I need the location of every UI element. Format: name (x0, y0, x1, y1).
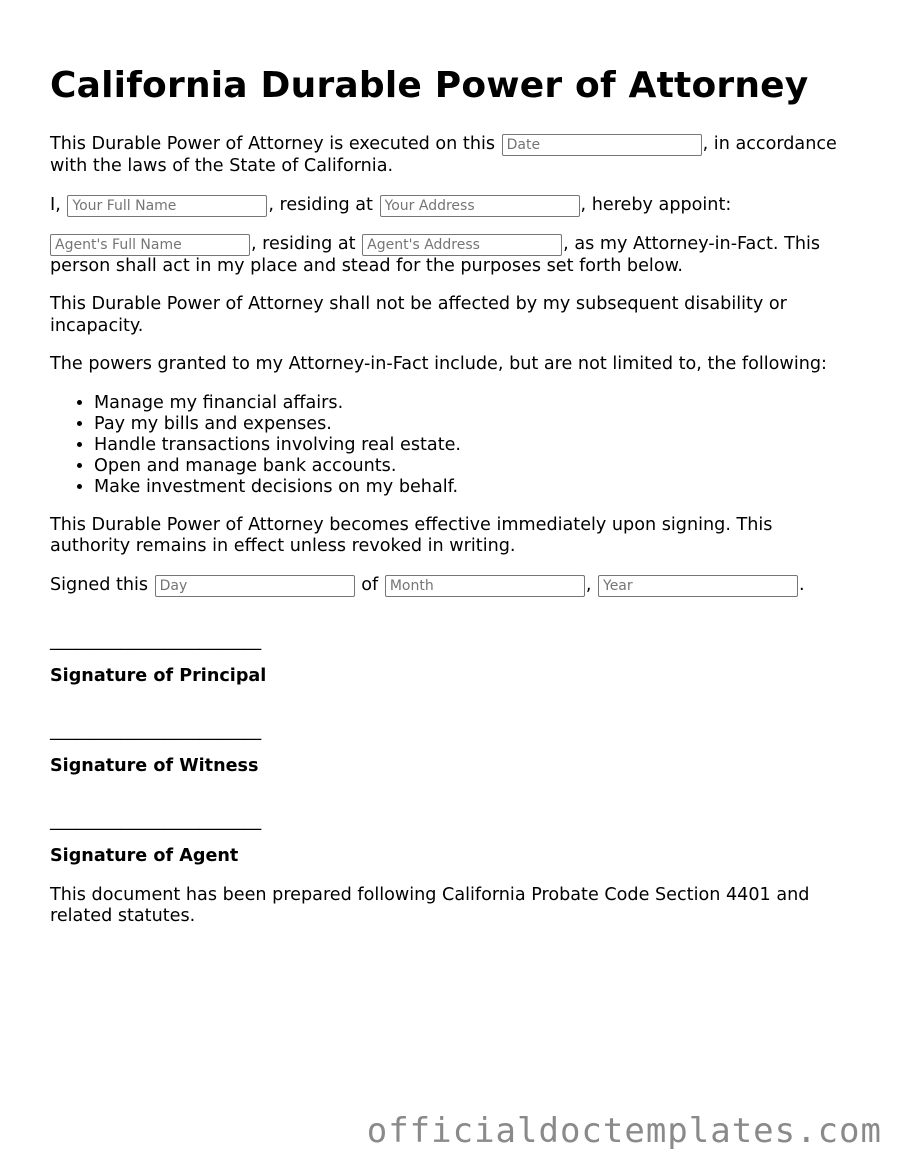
page-title: California Durable Power of Attorney (50, 65, 809, 106)
signed-year-input[interactable] (598, 575, 798, 597)
list-item: • Manage my financial affairs. (94, 393, 850, 414)
agent-paragraph: Agent's Full Name, residing at Agent's Address , as my Attorney-in-Fact. This person shall act in my place and stead for the purposes set forth below. (50, 234, 850, 278)
principal-name-input[interactable] (67, 195, 267, 217)
signed-month-input[interactable] (385, 575, 585, 597)
principal-signature-line: ________________________ (50, 630, 262, 651)
agent-name-input[interactable] (50, 234, 250, 256)
witness-signature-label: Signature of Witness (50, 755, 259, 776)
watermark: officialdoctemplates.com (366, 1111, 882, 1151)
agent-signature-line: ________________________ (50, 810, 262, 831)
statute-footer: This document has been prepared following California Probate Code Section 4401 and related statutes. (50, 884, 810, 926)
execution-paragraph: This Durable Power of Attorney is executed on this Date , in accordance with the laws of the State of California. (50, 134, 850, 178)
principal-signature-label: Signature of Principal (50, 665, 267, 686)
principal-address-input[interactable] (380, 195, 580, 217)
list-item: • Make investment decisions on my behalf. (94, 477, 850, 498)
agent-address-input[interactable] (362, 234, 562, 256)
powers-intro-paragraph: The powers granted to my Attorney-in-Fact include, but are not limited to, the following: (50, 354, 827, 374)
principal-paragraph: I, Your Full Name , residing at Your Address , hereby appoint: (50, 195, 850, 217)
effective-paragraph: This Durable Power of Attorney becomes effective immediately upon signing. This authority remains in effect unless revoked in writing. (50, 514, 773, 556)
signed-day-input[interactable] (155, 575, 355, 597)
execution-date-input[interactable] (502, 134, 702, 156)
list-item: • Handle transactions involving real estate. (94, 435, 850, 456)
witness-signature-line: ________________________ (50, 720, 262, 741)
durability-paragraph: This Durable Power of Attorney shall not be affected by my subsequent disability or incapacity. (50, 294, 787, 336)
list-item: • Open and manage bank accounts. (94, 456, 850, 477)
list-item: • Pay my bills and expenses. (94, 414, 850, 435)
agent-signature-label: Signature of Agent (50, 845, 239, 866)
powers-list (50, 393, 850, 498)
signed-date-paragraph: Signed this Day of Month , Year . (50, 575, 850, 597)
document-page (50, 0, 850, 945)
